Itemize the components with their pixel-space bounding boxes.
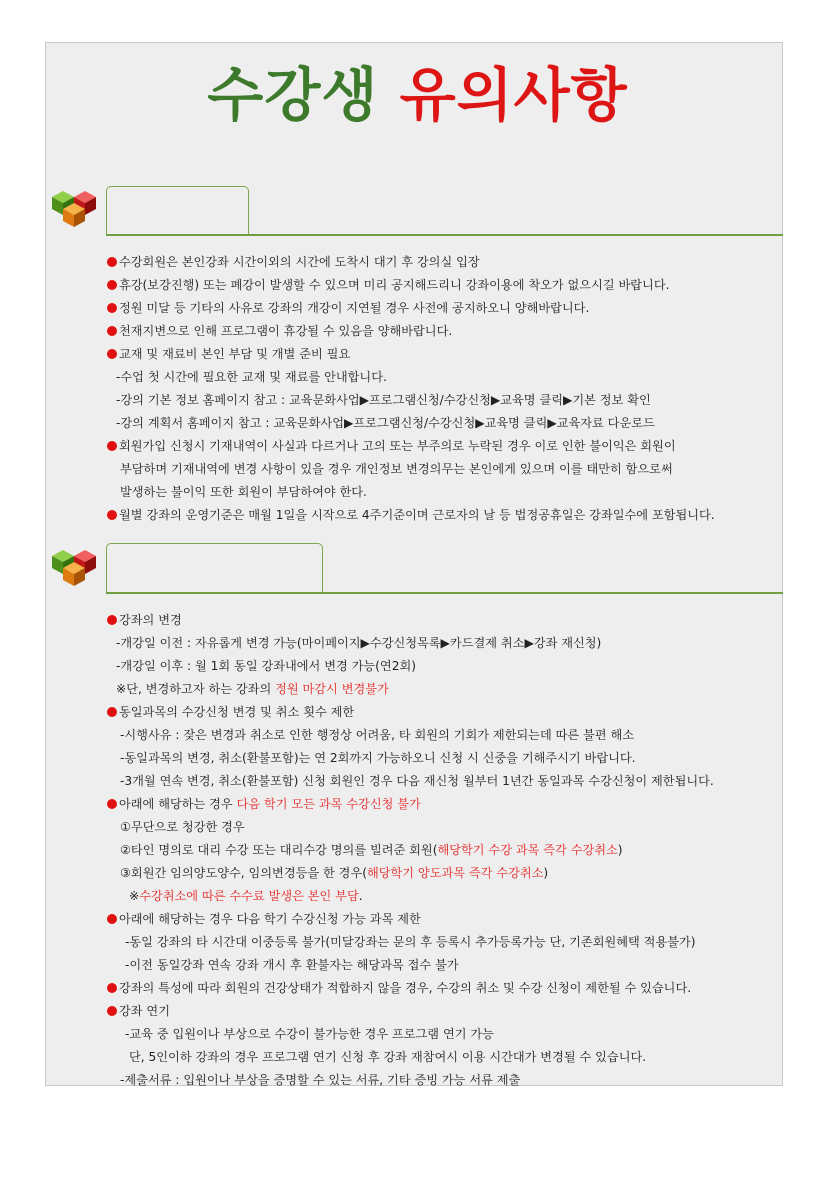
notice-text: 강좌의 변경	[119, 613, 182, 627]
bullet-dot-icon	[107, 441, 117, 451]
notice-line	[107, 885, 714, 908]
notice-text-tail: )	[543, 866, 549, 880]
notice-text: ②타인 명의로 대리 수강 또는 대리수강 명의를 빌려준 회원(	[120, 843, 438, 857]
cubes-icon	[49, 186, 101, 232]
notice-line	[107, 747, 714, 770]
notice-text: 회원가입 신청시 기재내역이 사실과 다르거나 고의 또는 부주의로 누락된 경우 이로 인한 불이익은 회원이	[119, 439, 676, 453]
notice-text: 강좌의 특성에 따라 회원의 건강상태가 적합하지 않을 경우, 수강의 취소 및 수강 신청이 제한될 수 있습니다.	[119, 981, 692, 995]
notice-line	[107, 458, 715, 481]
section-2-divider	[106, 592, 783, 594]
notice-line	[107, 389, 715, 412]
notice-line	[107, 954, 714, 977]
notice-line	[107, 655, 714, 678]
title-part-1: 수강생	[207, 61, 400, 129]
page-title	[0, 61, 835, 129]
notice-line	[107, 839, 714, 862]
notice-text: 천재지변으로 인해 프로그램이 휴강될 수 있음을 양해바랍니다.	[119, 324, 453, 338]
notice-line	[107, 366, 715, 389]
notice-line	[107, 977, 714, 1000]
notice-text: 강좌 연기	[119, 1004, 170, 1018]
highlighted-text: 해당학기 양도과목 즉각 수강취소	[366, 866, 544, 880]
notice-line	[107, 274, 715, 297]
notice-text: 수강회원은 본인강좌 시간이외의 시간에 도착시 대기 후 강의실 입장	[119, 255, 480, 269]
notice-text: -이전 동일강좌 연속 강좌 개시 후 환불자는 해당과목 접수 불가	[125, 958, 459, 972]
bullet-dot-icon	[107, 257, 117, 267]
bullet-dot-icon	[107, 326, 117, 336]
notice-text: -개강일 이후 : 월 1회 동일 강좌내에서 변경 가능(연2회)	[116, 659, 416, 673]
notice-line	[107, 1046, 714, 1069]
bullet-dot-icon	[107, 280, 117, 290]
notice-text: 정원 미달 등 기타의 사유로 강좌의 개강이 지연될 경우 사전에 공지하오니 양해바랍니다.	[119, 301, 590, 315]
notice-line	[107, 701, 714, 724]
notice-line	[107, 1023, 714, 1046]
highlighted-text: 다음 학기 모든 과목 수강신청 불가	[236, 797, 421, 811]
notice-line	[107, 632, 714, 655]
notice-line	[107, 412, 715, 435]
notice-text: 휴강(보강진행) 또는 폐강이 발생할 수 있으며 미리 공지해드리니 강좌이용에 착오가 없으시길 바랍니다.	[119, 278, 670, 292]
notice-line	[107, 770, 714, 793]
bullet-dot-icon	[107, 983, 117, 993]
notice-text: -동일과목의 변경, 취소(환불포함)는 연 2회까지 가능하오니 신청 시 신중을 기해주시기 바랍니다.	[120, 751, 636, 765]
notice-line	[107, 793, 714, 816]
notice-text-tail: .	[358, 889, 363, 903]
bullet-dot-icon	[107, 349, 117, 359]
notice-line	[107, 931, 714, 954]
notice-text-tail: )	[617, 843, 623, 857]
section-2-heading-tab	[106, 543, 323, 592]
notice-line	[107, 724, 714, 747]
notice-text: ①무단으로 청강한 경우	[120, 820, 245, 834]
notice-text: 아래에 해당하는 경우 다음 학기 수강신청 가능 과목 제한	[119, 912, 421, 926]
notice-line	[107, 678, 714, 701]
notice-text: 아래에 해당하는 경우	[119, 797, 237, 811]
notice-line	[107, 1000, 714, 1023]
notice-line	[107, 481, 715, 504]
notice-text: 부담하며 기재내역에 변경 사항이 있을 경우 개인정보 변경의무는 본인에게 있으며 이를 태만히 함으로써	[120, 462, 673, 476]
notice-line	[107, 908, 714, 931]
notice-text: ※	[129, 889, 140, 903]
notice-text: 동일과목의 수강신청 변경 및 취소 횟수 제한	[119, 705, 355, 719]
notice-line	[107, 297, 715, 320]
notice-line	[107, 320, 715, 343]
notice-text: -3개월 연속 변경, 취소(환불포함) 신청 회원인 경우 다음 재신청 월부터 1년간 동일과목 수강신청이 제한됩니다.	[120, 774, 714, 788]
bullet-dot-icon	[107, 615, 117, 625]
notice-text: -개강일 이전 : 자유롭게 변경 가능(마이페이지▶수강신청목록▶카드결제 취소▶강좌 재신청)	[116, 636, 602, 650]
notice-line	[107, 251, 715, 274]
bullet-dot-icon	[107, 303, 117, 313]
bullet-dot-icon	[107, 799, 117, 809]
notice-text: -강의 기본 정보 홈페이지 참고 : 교육문화사업▶프로그램신청/수강신청▶교육명 클릭▶기본 정보 확인	[116, 393, 651, 407]
section-1-heading-tab	[106, 186, 249, 235]
notice-line	[107, 609, 714, 632]
highlighted-text: 해당학기 수강 과목 즉각 수강취소	[437, 843, 618, 857]
bullet-dot-icon	[107, 510, 117, 520]
notice-text: 월별 강좌의 운영기준은 매월 1일을 시작으로 4주기준이며 근로자의 날 등 법정공휴일은 강좌일수에 포함됩니다.	[119, 508, 715, 522]
section-2-content	[107, 609, 714, 1092]
notice-text: 단, 5인이하 강좌의 경우 프로그램 연기 신청 후 강좌 재참여시 이용 시간대가 변경될 수 있습니다.	[129, 1050, 647, 1064]
notice-text: 발생하는 불이익 또한 회원이 부담하여야 한다.	[120, 485, 367, 499]
notice-text: -동일 강좌의 타 시간대 이중등록 불가(미달강좌는 문의 후 등록시 추가등록가능 단, 기존회원혜택 적용불가)	[125, 935, 696, 949]
notice-text: ※단, 변경하고자 하는 강좌의	[116, 682, 276, 696]
notice-line	[107, 343, 715, 366]
notice-text: -시행사유 : 잦은 변경과 취소로 인한 행정상 어려움, 타 회원의 기회가 제한되는데 따른 불편 해소	[120, 728, 634, 742]
notice-text: ③회원간 임의양도양수, 임의변경등을 한 경우(	[120, 866, 367, 880]
cubes-icon	[49, 545, 101, 591]
notice-text: -교육 중 입원이나 부상으로 수강이 불가능한 경우 프로그램 연기 가능	[125, 1027, 494, 1041]
notice-line	[107, 816, 714, 839]
bullet-dot-icon	[107, 707, 117, 717]
notice-text: -제출서류 : 입원이나 부상을 증명할 수 있는 서류, 기타 증빙 가능 서류 제출	[120, 1073, 521, 1087]
section-1-content	[107, 251, 715, 527]
notice-line	[107, 1069, 714, 1092]
notice-text: 교재 및 재료비 본인 부담 및 개별 준비 필요	[119, 347, 351, 361]
bullet-dot-icon	[107, 914, 117, 924]
highlighted-text: 수강취소에 따른 수수료 발생은 본인 부담	[139, 889, 359, 903]
notice-text: -수업 첫 시간에 필요한 교재 및 재료를 안내합니다.	[116, 370, 387, 384]
notice-line	[107, 862, 714, 885]
notice-text: -강의 계획서 홈페이지 참고 : 교육문화사업▶프로그램신청/수강신청▶교육명 클릭▶교육자료 다운로드	[116, 416, 655, 430]
notice-line	[107, 504, 715, 527]
title-part-2: 유의사항	[399, 61, 628, 129]
section-1-divider	[106, 234, 783, 236]
notice-line	[107, 435, 715, 458]
highlighted-text: 정원 마감시 변경불가	[275, 682, 389, 696]
bullet-dot-icon	[107, 1006, 117, 1016]
